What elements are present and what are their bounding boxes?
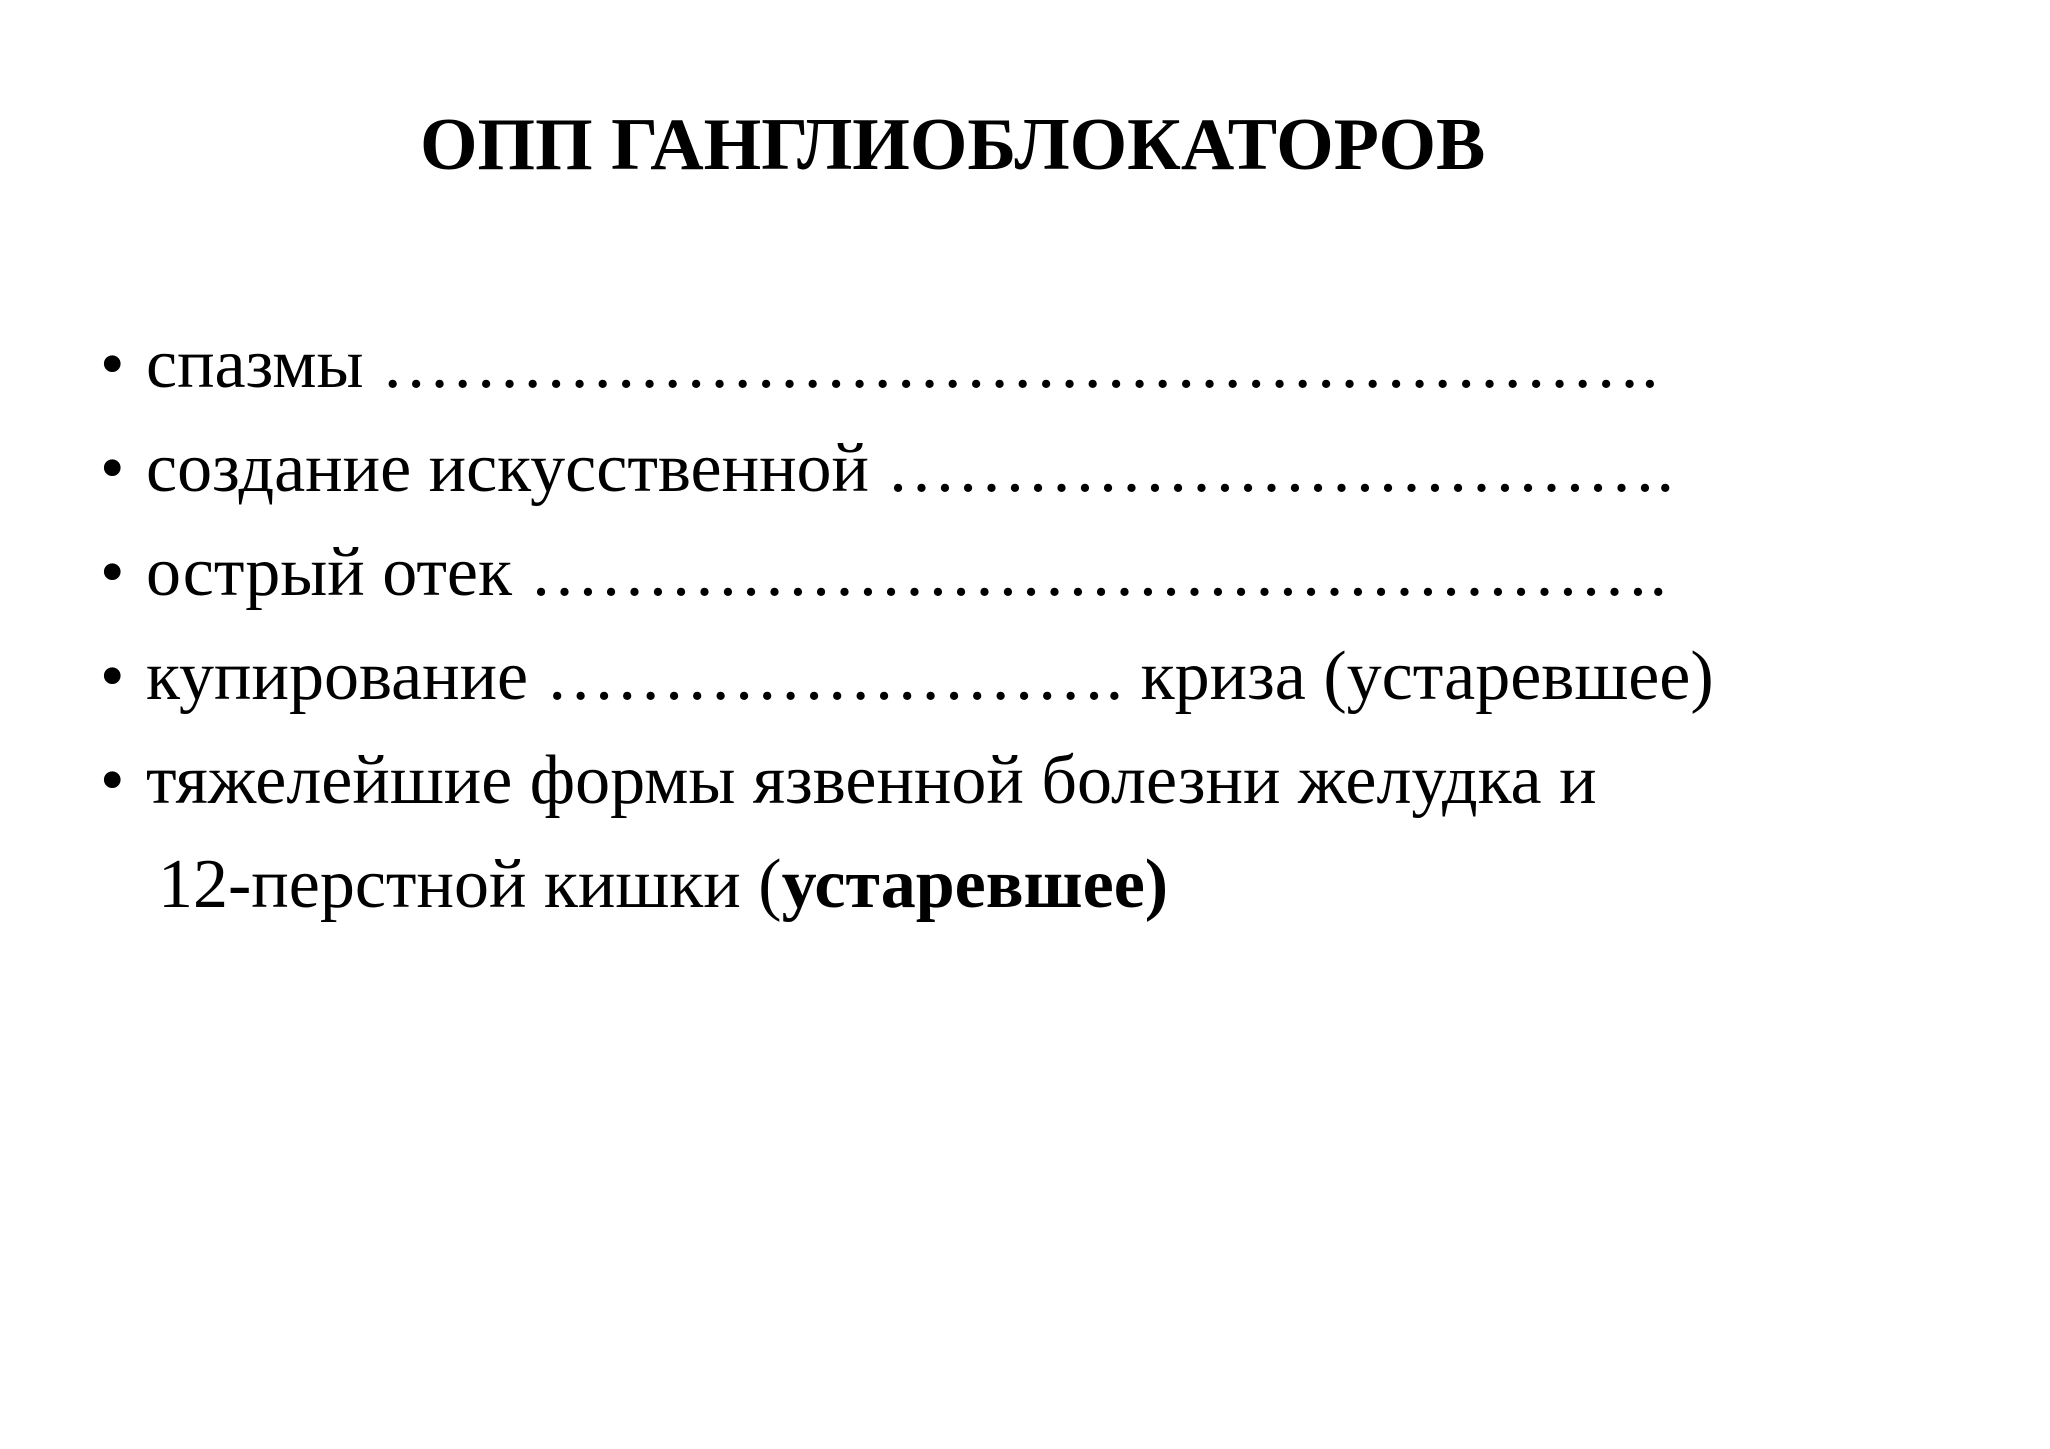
list-item-artificial bbox=[100, 417, 1714, 521]
list-item-edema bbox=[100, 521, 1714, 625]
list-item-text-line1: тяжелейшие формы язвенной болезни желудка и bbox=[146, 742, 1597, 819]
list-item-ulcer bbox=[100, 729, 1714, 937]
list-item-text: спазмы ………………………………………………. bbox=[146, 326, 1659, 403]
bullet-icon: • bbox=[100, 742, 125, 819]
bullet-icon: • bbox=[100, 430, 125, 507]
list-item-text: создание искусственной ……………………………. bbox=[146, 430, 1675, 507]
bullet-icon: • bbox=[100, 534, 125, 611]
list-item-text: острый отек …………………………………………. bbox=[146, 534, 1667, 611]
continuation-text: 12-перстной кишки ( bbox=[158, 846, 782, 923]
bullet-list bbox=[100, 313, 1714, 937]
bullet-icon: • bbox=[100, 326, 125, 403]
list-item-crisis bbox=[100, 625, 1714, 729]
bullet-icon: • bbox=[100, 638, 125, 715]
obsolete-note: устаревшее) bbox=[781, 846, 1169, 923]
list-item-spasms bbox=[100, 313, 1714, 417]
slide-title: ОПП ГАНГЛИОБЛОКАТОРОВ bbox=[420, 104, 1486, 186]
list-item-continuation bbox=[146, 833, 1714, 937]
list-item-text: купирование ……………………. криза (устаревшее) bbox=[146, 638, 1714, 715]
